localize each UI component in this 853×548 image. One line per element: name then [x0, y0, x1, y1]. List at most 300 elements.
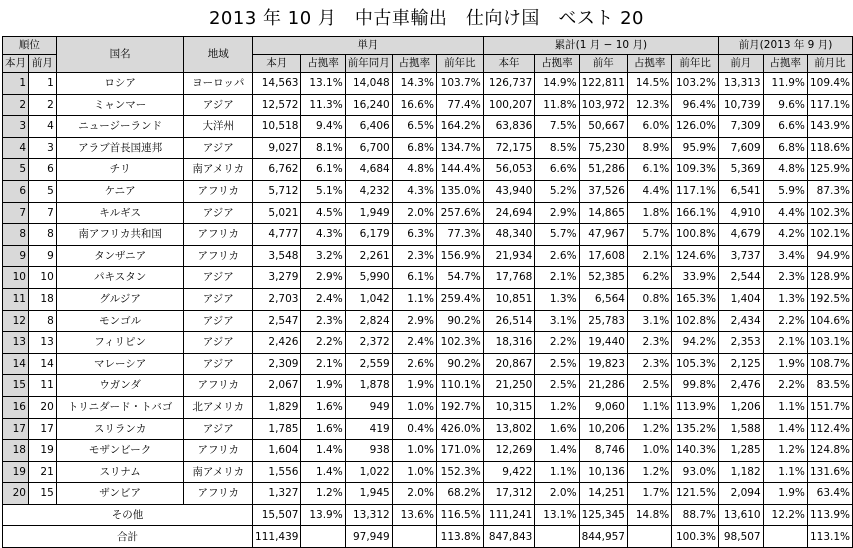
table-cell: 17,312	[483, 483, 535, 505]
table-cell: 2,559	[345, 353, 392, 375]
table-cell: 21,286	[579, 375, 627, 397]
table-cell: 151.7%	[807, 396, 852, 418]
table-cell: 4.3%	[301, 224, 345, 246]
table-cell: 17,768	[483, 267, 535, 289]
table-cell: 90.2%	[436, 310, 483, 332]
table-cell: 847,843	[483, 526, 535, 548]
table-cell: 12.2%	[763, 504, 807, 526]
table-cell: 2.4%	[301, 288, 345, 310]
table-cell: 4.5%	[301, 202, 345, 224]
table-cell: 105.3%	[672, 353, 719, 375]
table-cell: 102.1%	[807, 224, 852, 246]
table-cell: 0.4%	[392, 418, 436, 440]
table-cell: 1.2%	[763, 440, 807, 462]
table-cell: 164.2%	[436, 116, 483, 138]
table-cell: ニュージーランド	[56, 116, 184, 138]
table-cell: 63.4%	[807, 483, 852, 505]
table-cell: 4,232	[345, 180, 392, 202]
single-month-header: 単月	[253, 37, 484, 55]
table-cell: 96.4%	[672, 94, 719, 116]
table-cell: 126,737	[483, 73, 535, 95]
table-cell: 93.0%	[672, 461, 719, 483]
table-cell: 2.1%	[627, 245, 671, 267]
table-cell: 3	[29, 137, 57, 159]
table-cell: トリニダード・トバゴ	[56, 396, 184, 418]
table-cell: 6.3%	[392, 224, 436, 246]
table-cell: 0.8%	[627, 288, 671, 310]
table-cell: 20,867	[483, 353, 535, 375]
table-cell: 10,739	[719, 94, 764, 116]
table-cell: 152.3%	[436, 461, 483, 483]
table-cell: 2.3%	[301, 310, 345, 332]
table-cell: 100,207	[483, 94, 535, 116]
table-cell: 2,094	[719, 483, 764, 505]
table-cell: 1.1%	[627, 396, 671, 418]
table-cell: 12,269	[483, 440, 535, 462]
table-row	[3, 224, 853, 246]
table-cell: パキスタン	[56, 267, 184, 289]
table-row	[3, 137, 853, 159]
table-cell: 2.5%	[535, 375, 579, 397]
table-cell: 2,824	[345, 310, 392, 332]
table-cell: キルギス	[56, 202, 184, 224]
table-cell: 南アメリカ	[184, 461, 253, 483]
table-cell: 2,125	[719, 353, 764, 375]
table-row	[3, 353, 853, 375]
table-cell: 117.1%	[807, 94, 852, 116]
table-cell: 2.1%	[301, 353, 345, 375]
table-cell: 8	[29, 310, 57, 332]
table-cell: 68.2%	[436, 483, 483, 505]
table-cell: 2.6%	[535, 245, 579, 267]
table-cell: 14	[3, 353, 29, 375]
country-header: 国名	[56, 37, 184, 73]
table-cell: 117.1%	[672, 180, 719, 202]
table-cell: 47,967	[579, 224, 627, 246]
table-cell: 10,136	[579, 461, 627, 483]
table-cell: 2	[29, 94, 57, 116]
table-cell: 2.6%	[392, 353, 436, 375]
table-cell: 9	[3, 245, 29, 267]
table-cell: 125,345	[579, 504, 627, 526]
table-cell: 143.9%	[807, 116, 852, 138]
table-cell: 72,175	[483, 137, 535, 159]
table-cell: 5,021	[253, 202, 301, 224]
table-cell: 1.4%	[763, 418, 807, 440]
table-cell: 8	[3, 224, 29, 246]
table-cell: 103,972	[579, 94, 627, 116]
table-row	[3, 483, 853, 505]
table-cell: 20	[29, 396, 57, 418]
table-cell: 1,206	[719, 396, 764, 418]
table-cell: 1.9%	[301, 375, 345, 397]
table-cell: アジア	[184, 418, 253, 440]
table-cell: アジア	[184, 332, 253, 354]
table-cell: 6,700	[345, 137, 392, 159]
table-cell: アフリカ	[184, 483, 253, 505]
table-cell: 6.2%	[627, 267, 671, 289]
table-cell: 6.1%	[627, 159, 671, 181]
table-cell: 26,514	[483, 310, 535, 332]
table-cell: 大洋州	[184, 116, 253, 138]
table-cell: 100.3%	[672, 526, 719, 548]
table-cell: 88.7%	[672, 504, 719, 526]
table-cell: 2.9%	[392, 310, 436, 332]
table-cell: モンゴル	[56, 310, 184, 332]
table-cell: 11.8%	[535, 94, 579, 116]
table-row	[3, 159, 853, 181]
table-cell: モザンビーク	[56, 440, 184, 462]
table-cell: 126.0%	[672, 116, 719, 138]
table-cell: 2,426	[253, 332, 301, 354]
table-cell: フィリピン	[56, 332, 184, 354]
table-cell: 9,027	[253, 137, 301, 159]
table-cell: 1.8%	[627, 202, 671, 224]
table-cell: 10	[3, 267, 29, 289]
table-cell: 257.6%	[436, 202, 483, 224]
table-cell: 3,548	[253, 245, 301, 267]
table-cell: 2,261	[345, 245, 392, 267]
table-cell: 2,547	[253, 310, 301, 332]
table-cell: 116.5%	[436, 504, 483, 526]
table-cell: 844,957	[579, 526, 627, 548]
table-cell: ザンビア	[56, 483, 184, 505]
table-row	[3, 332, 853, 354]
table-cell: 166.1%	[672, 202, 719, 224]
table-cell: 54.7%	[436, 267, 483, 289]
table-cell: 1.3%	[535, 288, 579, 310]
table-cell: 135.2%	[672, 418, 719, 440]
table-cell: 103.1%	[807, 332, 852, 354]
table-cell: 1,604	[253, 440, 301, 462]
table-cell: 6.6%	[535, 159, 579, 181]
col-header: 前年比	[436, 55, 483, 73]
table-cell: 14.9%	[535, 73, 579, 95]
table-cell: 14.3%	[392, 73, 436, 95]
table-cell: 109.3%	[672, 159, 719, 181]
table-cell: 4.4%	[627, 180, 671, 202]
table-cell: 1.2%	[301, 483, 345, 505]
table-cell: 2.0%	[392, 202, 436, 224]
table-cell: 7,609	[719, 137, 764, 159]
table-cell: 12,572	[253, 94, 301, 116]
table-cell: 2.9%	[301, 267, 345, 289]
table-cell: 15,507	[253, 504, 301, 526]
table-cell: 19	[3, 461, 29, 483]
table-cell: 118.6%	[807, 137, 852, 159]
table-cell: 48,340	[483, 224, 535, 246]
table-cell: タンザニア	[56, 245, 184, 267]
col-header: 占拠率	[763, 55, 807, 73]
table-cell: 102.3%	[807, 202, 852, 224]
table-cell: 1,949	[345, 202, 392, 224]
table-cell: 1.1%	[535, 461, 579, 483]
table-cell: 1.2%	[535, 396, 579, 418]
table-cell: アジア	[184, 267, 253, 289]
table-cell: アジア	[184, 353, 253, 375]
table-cell: 16	[3, 396, 29, 418]
table-cell: 18	[29, 288, 57, 310]
table-cell: ウガンダ	[56, 375, 184, 397]
table-cell: 4.4%	[763, 202, 807, 224]
table-cell: 1.4%	[301, 461, 345, 483]
table-cell: 4.8%	[392, 159, 436, 181]
table-cell: 6	[29, 159, 57, 181]
table-cell: アジア	[184, 310, 253, 332]
table-cell: 北アメリカ	[184, 396, 253, 418]
table-cell: 11.9%	[763, 73, 807, 95]
table-cell: 7	[29, 202, 57, 224]
table-cell: 2.2%	[763, 310, 807, 332]
table-cell: 13.1%	[535, 504, 579, 526]
region-header: 地域	[184, 37, 253, 73]
table-cell: 1.7%	[627, 483, 671, 505]
table-cell: 24,694	[483, 202, 535, 224]
table-cell: 1.1%	[763, 396, 807, 418]
table-cell: 6,762	[253, 159, 301, 181]
table-cell: 4,684	[345, 159, 392, 181]
table-cell	[301, 526, 345, 548]
table-cell: 5.9%	[763, 180, 807, 202]
table-cell: 113.9%	[672, 396, 719, 418]
table-cell: 2,703	[253, 288, 301, 310]
table-cell: 37,526	[579, 180, 627, 202]
table-cell: 21	[29, 461, 57, 483]
table-cell: 2,476	[719, 375, 764, 397]
table-cell: 10,206	[579, 418, 627, 440]
table-row	[3, 310, 853, 332]
table-cell: 1,285	[719, 440, 764, 462]
table-cell: 21,934	[483, 245, 535, 267]
table-cell	[627, 526, 671, 548]
table-cell: 19,823	[579, 353, 627, 375]
col-header: 本年	[483, 55, 535, 73]
table-cell: 1.6%	[301, 418, 345, 440]
table-cell: 11.3%	[301, 94, 345, 116]
table-cell: 1.0%	[392, 396, 436, 418]
table-cell: アフリカ	[184, 375, 253, 397]
table-cell: 938	[345, 440, 392, 462]
table-cell: 6.1%	[392, 267, 436, 289]
table-cell: アフリカ	[184, 180, 253, 202]
table-cell: 4,910	[719, 202, 764, 224]
table-cell: 97,949	[345, 526, 392, 548]
table-cell: 50,667	[579, 116, 627, 138]
table-cell: 113.8%	[436, 526, 483, 548]
table-cell: 1,878	[345, 375, 392, 397]
table-cell: 12	[3, 310, 29, 332]
rank-header: 順位	[3, 37, 57, 55]
previous-month-header: 前月(2013 年 9 月)	[719, 37, 853, 55]
table-cell: 99.8%	[672, 375, 719, 397]
other-row	[3, 504, 853, 526]
table-cell: 102.3%	[436, 332, 483, 354]
table-cell: 83.5%	[807, 375, 852, 397]
table-row	[3, 73, 853, 95]
table-cell: 6	[3, 180, 29, 202]
table-cell: ロシア	[56, 73, 184, 95]
table-cell: 7	[3, 202, 29, 224]
table-cell: 131.6%	[807, 461, 852, 483]
table-row	[3, 202, 853, 224]
table-cell: 13,312	[345, 504, 392, 526]
table-cell: 13	[29, 332, 57, 354]
cumulative-header: 累計(1 月 − 10 月)	[483, 37, 718, 55]
table-cell: 1,404	[719, 288, 764, 310]
table-cell: 135.0%	[436, 180, 483, 202]
table-cell: 6.5%	[392, 116, 436, 138]
table-cell: 125.9%	[807, 159, 852, 181]
table-cell: 13	[3, 332, 29, 354]
table-cell: 6.6%	[763, 116, 807, 138]
table-cell: 2	[3, 94, 29, 116]
table-cell: 14,251	[579, 483, 627, 505]
table-cell: 14.8%	[627, 504, 671, 526]
table-cell: 5.7%	[627, 224, 671, 246]
table-cell: 10,315	[483, 396, 535, 418]
table-cell: 1.6%	[301, 396, 345, 418]
table-cell: 134.7%	[436, 137, 483, 159]
table-cell: 13.1%	[301, 73, 345, 95]
table-cell: 8.5%	[535, 137, 579, 159]
table-cell: アジア	[184, 94, 253, 116]
table-cell: 1.0%	[627, 440, 671, 462]
table-cell: 122,811	[579, 73, 627, 95]
table-cell: 113.1%	[807, 526, 852, 548]
table-cell: 3.1%	[535, 310, 579, 332]
table-row	[3, 180, 853, 202]
table-cell: 3	[3, 116, 29, 138]
table-cell: 9.4%	[301, 116, 345, 138]
col-header: 占拠率	[301, 55, 345, 73]
table-cell: 7,309	[719, 116, 764, 138]
table-cell: 17,608	[579, 245, 627, 267]
table-cell: スリランカ	[56, 418, 184, 440]
table-cell: 2.1%	[535, 267, 579, 289]
table-cell: 2.2%	[535, 332, 579, 354]
table-cell: 2.5%	[535, 353, 579, 375]
table-cell: 1.1%	[392, 288, 436, 310]
table-cell: アフリカ	[184, 224, 253, 246]
table-cell: 426.0%	[436, 418, 483, 440]
table-cell: 5,369	[719, 159, 764, 181]
table-cell: 南アメリカ	[184, 159, 253, 181]
table-cell: ケニア	[56, 180, 184, 202]
table-cell: 9	[29, 245, 57, 267]
table-cell: 5.1%	[301, 180, 345, 202]
table-cell: 156.9%	[436, 245, 483, 267]
table-cell: 5	[3, 159, 29, 181]
table-cell: 1.9%	[392, 375, 436, 397]
table-cell: アフリカ	[184, 245, 253, 267]
table-cell: 8	[29, 224, 57, 246]
table-cell: 南アフリカ共和国	[56, 224, 184, 246]
table-cell: 1,182	[719, 461, 764, 483]
table-cell: 12.3%	[627, 94, 671, 116]
table-cell: 3.4%	[763, 245, 807, 267]
table-cell: 171.0%	[436, 440, 483, 462]
table-cell: 10,851	[483, 288, 535, 310]
table-cell: 21,250	[483, 375, 535, 397]
table-cell	[535, 526, 579, 548]
table-cell: 5.7%	[535, 224, 579, 246]
table-cell: 4,777	[253, 224, 301, 246]
table-cell: 2.3%	[627, 353, 671, 375]
col-header: 占拠率	[627, 55, 671, 73]
table-cell: 33.9%	[672, 267, 719, 289]
col-header: 前年	[579, 55, 627, 73]
table-cell: 1.3%	[763, 288, 807, 310]
table-cell: 259.4%	[436, 288, 483, 310]
table-cell: 90.2%	[436, 353, 483, 375]
table-cell: 102.8%	[672, 310, 719, 332]
table-cell: 2.2%	[301, 332, 345, 354]
table-cell: 43,940	[483, 180, 535, 202]
table-cell: 1.1%	[763, 461, 807, 483]
table-cell: 63,836	[483, 116, 535, 138]
table-cell: 1,327	[253, 483, 301, 505]
col-header: 本月	[253, 55, 301, 73]
table-cell: 192.5%	[807, 288, 852, 310]
table-cell: グルジア	[56, 288, 184, 310]
table-cell: 4.2%	[763, 224, 807, 246]
table-row	[3, 267, 853, 289]
table-cell: 2.0%	[535, 483, 579, 505]
table-cell: 4.8%	[763, 159, 807, 181]
table-cell: 103.7%	[436, 73, 483, 95]
table-cell: 77.4%	[436, 94, 483, 116]
table-row	[3, 440, 853, 462]
table-cell: 1,785	[253, 418, 301, 440]
table-cell: 19,440	[579, 332, 627, 354]
table-row	[3, 94, 853, 116]
table-cell: 9,422	[483, 461, 535, 483]
table-cell: 15	[3, 375, 29, 397]
total-label: 合計	[3, 526, 253, 548]
table-cell: 94.2%	[672, 332, 719, 354]
table-cell: 4	[3, 137, 29, 159]
header-row-groups	[3, 37, 853, 55]
table-cell: 4,679	[719, 224, 764, 246]
table-cell: 1.4%	[301, 440, 345, 462]
rank-this-header: 本月	[3, 55, 29, 73]
page-title: 2013 年 10 月 中古車輸出 仕向け国 ベスト 20	[208, 8, 644, 29]
table-cell: マレーシア	[56, 353, 184, 375]
table-cell: 2.1%	[763, 332, 807, 354]
table-cell: 13.9%	[301, 504, 345, 526]
table-cell: 104.6%	[807, 310, 852, 332]
table-cell: 144.4%	[436, 159, 483, 181]
table-cell: 4.3%	[392, 180, 436, 202]
table-cell: アジア	[184, 202, 253, 224]
table-cell: 4	[29, 116, 57, 138]
table-cell: 14.5%	[627, 73, 671, 95]
table-cell: 25,783	[579, 310, 627, 332]
table-cell: 1,588	[719, 418, 764, 440]
table-cell: 419	[345, 418, 392, 440]
table-cell: 1,945	[345, 483, 392, 505]
table-cell: 2,353	[719, 332, 764, 354]
table-cell: 5	[29, 180, 57, 202]
table-cell: 1,022	[345, 461, 392, 483]
table-cell: 6.0%	[627, 116, 671, 138]
table-cell: 949	[345, 396, 392, 418]
total-row	[3, 526, 853, 548]
table-cell: 9,060	[579, 396, 627, 418]
table-cell: 2.2%	[763, 375, 807, 397]
table-cell: 5,990	[345, 267, 392, 289]
table-cell: 3.1%	[627, 310, 671, 332]
